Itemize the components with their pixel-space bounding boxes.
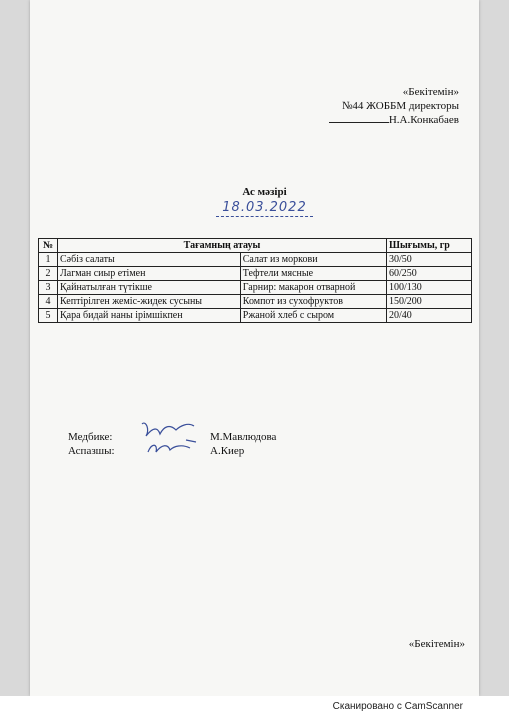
row-number: 3 [39, 281, 58, 295]
signature-blank [329, 113, 389, 123]
table-row [39, 295, 472, 309]
cook-name: А.Киер [210, 445, 245, 457]
bottom-approval-text: «Бекітемін» [408, 638, 465, 650]
table-header-row [39, 239, 472, 253]
header-yield: Шығымы, гр [387, 239, 472, 253]
handwritten-signatures [136, 418, 206, 460]
header-dish-name: Тағамның атауы [58, 239, 387, 253]
approval-heading: «Бекітемін» [402, 86, 459, 98]
dish-yield: 100/130 [387, 281, 472, 295]
director-name: Н.А.Конкабаев [388, 114, 459, 126]
table-row [39, 253, 472, 267]
dish-name-ru: Тефтели мясные [240, 267, 386, 281]
nurse-name: М.Мавлюдова [210, 431, 277, 443]
row-number: 5 [39, 309, 58, 323]
camscanner-watermark: Сканировано с CamScanner [332, 701, 463, 712]
page-title: Ас мәзірі [242, 186, 287, 198]
director-signature-line [259, 113, 459, 128]
dish-yield: 20/40 [387, 309, 472, 323]
dish-name-kz: Кептірілген жеміс-жидек сусыны [58, 295, 241, 309]
row-number: 4 [39, 295, 58, 309]
table-row [39, 281, 472, 295]
dish-name-ru: Салат из моркови [240, 253, 386, 267]
dish-yield: 30/50 [387, 253, 472, 267]
title-block [30, 186, 479, 217]
dish-name-kz: Қара бидай наны ірімшікпен [58, 309, 241, 323]
document-page [30, 0, 479, 696]
dish-yield: 150/200 [387, 295, 472, 309]
row-number: 2 [39, 267, 58, 281]
cook-label: Аспазшы: [68, 445, 115, 457]
dish-name-kz: Қайнатылған түтікше [58, 281, 241, 295]
dish-name-ru: Компот из сухофруктов [240, 295, 386, 309]
dish-name-ru: Гарнир: макарон отварной [240, 281, 386, 295]
table-row [39, 309, 472, 323]
nurse-label: Медбике: [68, 431, 113, 443]
menu-table [38, 238, 472, 323]
scan-footer [0, 696, 509, 720]
row-number: 1 [39, 253, 58, 267]
handwritten-date: 18.03.2022 [216, 200, 312, 217]
dish-yield: 60/250 [387, 267, 472, 281]
header-number: № [39, 239, 58, 253]
approval-block [259, 86, 459, 128]
dish-name-ru: Ржаной хлеб с сыром [240, 309, 386, 323]
dish-name-kz: Лагман сиыр етімен [58, 267, 241, 281]
dish-name-kz: Сәбіз салаты [58, 253, 241, 267]
table-row [39, 267, 472, 281]
director-position: №44 ЖОББМ директоры [341, 99, 459, 112]
